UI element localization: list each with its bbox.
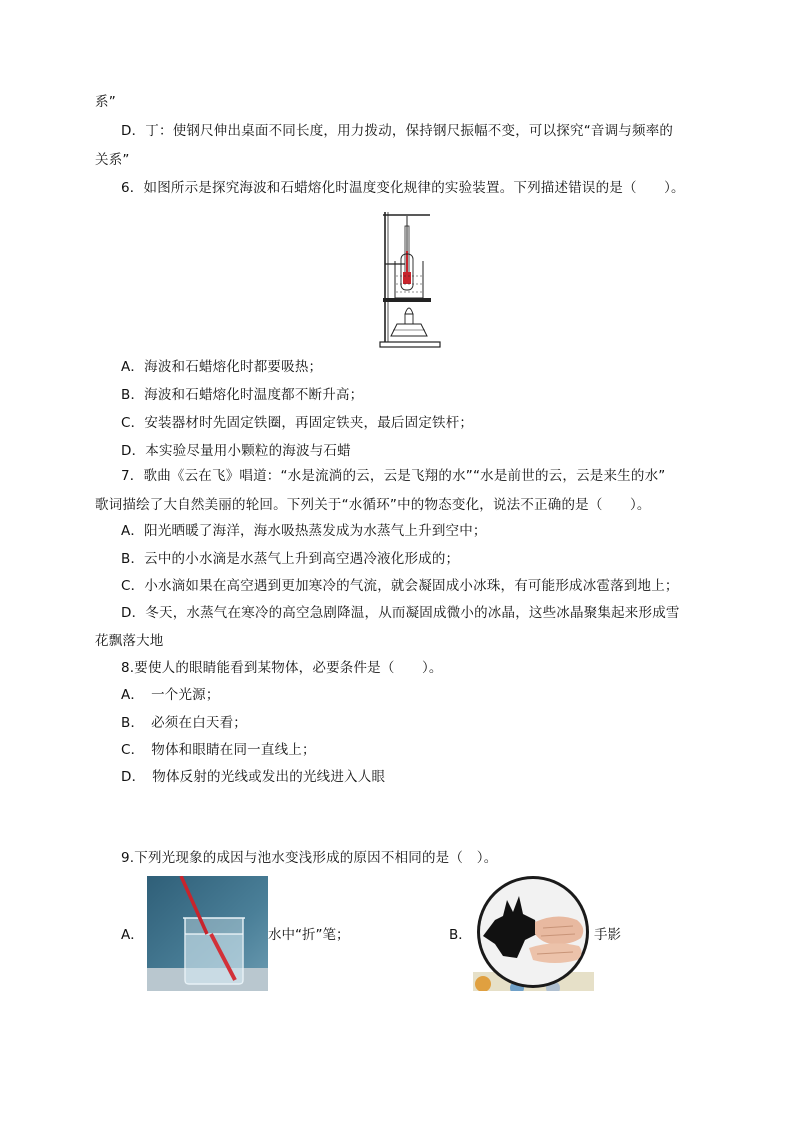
option-c-text: C． 物体和眼睛在同一直线上； (121, 742, 316, 758)
option-b-text: B．海波和石蜡熔化时温度都不断升高； (121, 387, 364, 403)
option-c-text: C．安装器材时先固定铁圈，再固定铁夹，最后固定铁杆； (121, 415, 474, 431)
question-9: 9.下列光现象的成因与池水变浅形成的原因不相同的是（ ）。 (121, 850, 498, 866)
hand-shadow-image (473, 876, 594, 991)
question-8: 8.要使人的眼睛能看到某物体，必要条件是（ ）。 (121, 660, 443, 676)
melting-apparatus-figure (375, 206, 443, 349)
option-b-text: B． 必须在白天看； (121, 715, 248, 731)
option-b-label: B． (449, 927, 472, 943)
option-d-text: D．冬天，水蒸气在寒冷的高空急剧降温，从而凝固成微小的冰晶，这些冰晶聚集起来形成雪 (121, 605, 680, 621)
option-a-text: A． 一个光源； (121, 687, 220, 703)
text-line: 关系” (95, 152, 130, 168)
option-a-text: A．海波和石蜡熔化时都要吸热； (121, 359, 323, 375)
question-7-line-1: 7．歌曲《云在飞》唱道：“水是流淌的云，云是飞翔的水”“水是前世的云，云是来生的水” (121, 468, 666, 484)
question-6: 6．如图所示是探究海波和石蜡熔化时温度变化规律的实验装置。下列描述错误的是（ ）。 (121, 180, 685, 196)
option-d-text: D． 物体反射的光线或发出的光线进入人眼 (121, 769, 386, 785)
text-line: 系” (95, 94, 116, 110)
option-b-text: B．云中的小水滴是水蒸气上升到高空遇冷液化形成的； (121, 551, 460, 567)
option-b-caption: 手影 (594, 927, 621, 943)
option-d-text: D．本实验尽量用小颗粒的海波与石蜡 (121, 443, 351, 459)
question-7-line-2: 歌词描绘了大自然美丽的轮回。下列关于“水循环”中的物态变化，说法不正确的是（ ）。 (95, 497, 651, 513)
option-c-text: C．小水滴如果在高空遇到更加寒冷的气流，就会凝固成小冰珠，有可能形成冰雹落到地上； (121, 578, 679, 594)
text-line: 花飘落大地 (95, 633, 164, 649)
pen-in-water-image (147, 876, 268, 991)
option-d-text: D．丁：使钢尺伸出桌面不同长度，用力拨动，保持钢尺振幅不变，可以探究“音调与频率的 (121, 123, 674, 139)
option-a-caption: 水中“折”笔； (268, 927, 350, 943)
option-a-label: A． (121, 927, 144, 943)
option-a-text: A．阳光晒暖了海洋，海水吸热蒸发成为水蒸气上升到空中； (121, 523, 487, 539)
